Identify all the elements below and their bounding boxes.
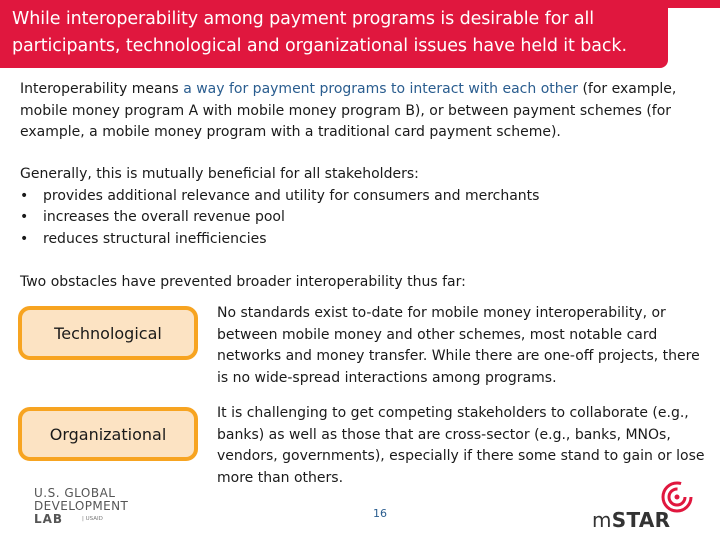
organizational-label: Organizational	[49, 424, 167, 444]
benefit-item: • provides additional relevance and utility for consumers and merchants	[20, 186, 710, 208]
logo-line-3: LAB	[34, 512, 64, 526]
technological-label: Technological	[54, 323, 162, 343]
technological-description: No standards exist to-date for mobile money interoperability, or between mobile money and other schemes, most notable card networks and money transfer. While there are one-off projects, there is no wide-spread interactions among programs.	[217, 305, 700, 386]
title-banner	[0, 0, 668, 68]
benefits-list	[20, 186, 710, 251]
benefit-item: • increases the overall revenue pool	[20, 207, 710, 229]
mstar-prefix: m	[592, 508, 612, 532]
logo-line-1: U.S. GLOBAL	[34, 486, 116, 500]
slide-title: While interoperability among payment programs is desirable for all participants, technological and organizational issues have held it back.	[12, 9, 627, 56]
organizational-label-box	[18, 407, 198, 461]
technological-label-box	[18, 306, 198, 360]
obstacles-lead: Two obstacles have prevented broader interoperability thus far:	[20, 274, 466, 290]
intro-highlight: a way for payment programs to interact with each other	[183, 81, 579, 97]
page-number: 16	[373, 507, 387, 520]
intro-text-continued: (for example, mobile money program A with mobile money program B), or between payment schemes (for example, a mobile money program with a traditional card payment scheme).	[20, 81, 677, 140]
organizational-description: It is challenging to get competing stakeholders to collaborate (e.g., banks) as well as those that are cross-sector (e.g., banks, MNOs, vendors, governments), especially if there some stand to gain or lose more than others.	[217, 405, 705, 486]
intro-text: Interoperability means	[20, 81, 184, 97]
mstar-logo	[592, 478, 712, 538]
logo-tagline: | USAID	[82, 516, 103, 522]
mstar-wordmark	[592, 508, 670, 532]
us-global-development-lab-logo	[34, 486, 184, 528]
mstar-suffix: STAR	[611, 508, 671, 532]
benefits-section	[20, 164, 710, 250]
benefit-item: • reduces structural inefficiencies	[20, 229, 710, 251]
intro-paragraph	[20, 79, 710, 144]
title-banner-extension	[668, 0, 720, 8]
benefits-lead: Generally, this is mutually beneficial for all stakeholders:	[20, 166, 419, 182]
logo-line-2: DEVELOPMENT	[34, 499, 129, 513]
